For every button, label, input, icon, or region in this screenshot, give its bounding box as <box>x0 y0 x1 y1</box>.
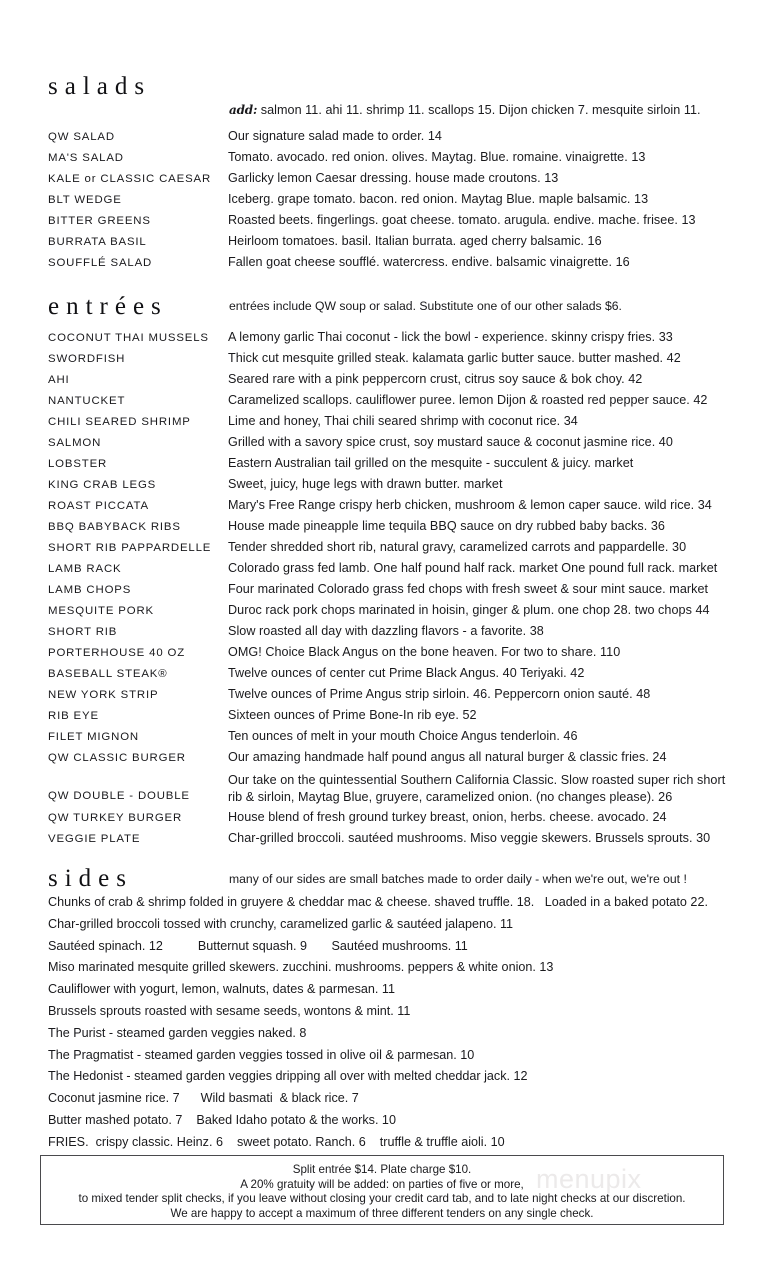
menu-item-name: NANTUCKET <box>48 395 126 407</box>
list-item[interactable]: The Pragmatist - steamed garden veggies tossed in olive oil & parmesan. 10 <box>48 1047 475 1062</box>
notice-line: A 20% gratuity will be added: on parties of five or more, <box>240 1177 524 1191</box>
menu-item-description: Twelve ounces of center cut Prime Black Angus. 40 Teriyaki. 42 <box>228 666 585 680</box>
menu-item-row[interactable] <box>48 541 728 562</box>
menu-item-description: Fallen goat cheese soufflé. watercress. endive. balsamic vinaigrette. 16 <box>228 255 630 269</box>
menu-item-description: Garlicky lemon Caesar dressing. house made croutons. 13 <box>228 171 559 185</box>
menu-item-row[interactable] <box>48 373 728 394</box>
menu-item-row[interactable] <box>48 331 728 352</box>
menu-item-description: A lemony garlic Thai coconut - lick the bowl - experience. skinny crispy fries. 33 <box>228 330 673 344</box>
menu-item-row[interactable] <box>48 352 728 373</box>
menu-item-name: LAMB RACK <box>48 563 122 575</box>
notice-line: We are happy to accept a maximum of three different tenders on any single check. <box>170 1206 594 1220</box>
menu-item-row[interactable] <box>48 151 720 172</box>
menu-item-description: Roasted beets. fingerlings. goat cheese. tomato. arugula. endive. mache. frisee. 13 <box>228 213 696 227</box>
menu-item-description: Ten ounces of melt in your mouth Choice Angus tenderloin. 46 <box>228 729 578 743</box>
menu-item-description: Caramelized scallops. cauliflower puree. lemon Dijon & roasted red pepper sauce. 42 <box>228 393 708 407</box>
menu-item-name: BURRATA BASIL <box>48 236 147 248</box>
list-item[interactable]: Brussels sprouts roasted with sesame seeds, wontons & mint. 11 <box>48 1003 411 1018</box>
menu-item-description: Slow roasted all day with dazzling flavors - a favorite. 38 <box>228 624 544 638</box>
menu-item-description: Twelve ounces of Prime Angus strip sirloin. 46. Peppercorn onion sauté. 48 <box>228 687 651 701</box>
menu-item-row[interactable] <box>48 478 728 499</box>
menu-item-description: Seared rare with a pink peppercorn crust, citrus soy sauce & bok choy. 42 <box>228 372 643 386</box>
menu-item-description: Our signature salad made to order. 14 <box>228 129 442 143</box>
policy-notice-box <box>40 1155 724 1225</box>
notice-line: Split entrée $14. Plate charge $10. <box>292 1163 472 1176</box>
menu-item-name: SHORT RIB PAPPARDELLE <box>48 542 212 554</box>
menu-item-description: Our amazing handmade half pound angus all natural burger & classic fries. 24 <box>228 750 667 764</box>
menu-item-name: KALE or CLASSIC CAESAR <box>48 173 212 185</box>
menu-item-description: OMG! Choice Black Angus on the bone heaven. For two to share. 110 <box>228 645 621 659</box>
section-heading-entrees: entrées <box>48 293 168 320</box>
menu-item-description: Sixteen ounces of Prime Bone-In rib eye. 52 <box>228 708 477 722</box>
menu-item-row[interactable] <box>48 394 728 415</box>
salads-add-ons-line <box>229 104 729 117</box>
menu-item-row[interactable] <box>48 193 720 214</box>
menu-item-name: AHI <box>48 374 70 386</box>
notice-line: to mixed tender split checks, if you leave without closing your credit card tab, and to late night checks at our discretion. <box>78 1192 686 1206</box>
list-item[interactable]: Char-grilled broccoli tossed with crunchy, caramelized garlic & sautéed jalapeno. 11 <box>48 916 514 931</box>
add-label: add: <box>229 103 258 117</box>
menu-item-name: QW DOUBLE - DOUBLE <box>48 790 190 802</box>
menu-item-name: PORTERHOUSE 40 OZ <box>48 647 186 659</box>
menu-item-row[interactable] <box>48 172 720 193</box>
menu-item-description: Duroc rack pork chops marinated in hoisin, ginger & plum. one chop 28. two chops 44 <box>228 603 710 617</box>
sides-item-list <box>48 896 738 1158</box>
menu-item-name: KING CRAB LEGS <box>48 479 157 491</box>
list-item[interactable]: The Purist - steamed garden veggies naked. 8 <box>48 1025 307 1040</box>
policy-notice-text <box>41 1156 723 1221</box>
menu-item-row[interactable] <box>48 436 728 457</box>
menu-item-description: Eastern Australian tail grilled on the mesquite - succulent & juicy. market <box>228 456 634 470</box>
menu-item-name: QW SALAD <box>48 131 115 143</box>
add-items-text: salmon 11. ahi 11. shrimp 11. scallops 15. Dijon chicken 7. mesquite sirloin 11. <box>257 103 701 117</box>
menu-item-name: RIB EYE <box>48 710 99 722</box>
menu-item-row[interactable] <box>48 130 720 151</box>
menu-item-name: LOBSTER <box>48 458 108 470</box>
list-item[interactable]: Coconut jasmine rice. 7 Wild basmati & black rice. 7 <box>48 1091 359 1106</box>
menu-item-row[interactable] <box>48 688 728 709</box>
section-heading-salads: salads <box>48 73 152 100</box>
menu-item-row[interactable] <box>48 772 728 811</box>
menu-item-name: FILET MIGNON <box>48 731 139 743</box>
menu-item-row[interactable] <box>48 604 728 625</box>
menu-item-row[interactable] <box>48 235 720 256</box>
menu-item-row[interactable] <box>48 811 728 832</box>
menu-item-description: Four marinated Colorado grass fed chops with fresh sweet & sour mint sauce. market <box>228 582 709 596</box>
menu-item-row[interactable] <box>48 832 728 853</box>
menu-item-name: COCONUT THAI MUSSELS <box>48 332 209 344</box>
menupix-watermark: menupix <box>536 1164 642 1194</box>
menu-item-description: House blend of fresh ground turkey breast, onion, herbs. cheese. avocado. 24 <box>228 810 667 824</box>
menu-item-name: BITTER GREENS <box>48 215 151 227</box>
menu-item-description: Iceberg. grape tomato. bacon. red onion. Maytag Blue. maple balsamic. 13 <box>228 192 649 206</box>
menu-item-row[interactable] <box>48 625 728 646</box>
menu-item-row[interactable] <box>48 667 728 688</box>
menu-item-name: SALMON <box>48 437 102 449</box>
menu-item-name: QW CLASSIC BURGER <box>48 752 186 764</box>
menu-item-row[interactable] <box>48 499 728 520</box>
menu-item-description: Mary's Free Range crispy herb chicken, mushroom & lemon caper sauce. wild rice. 34 <box>228 498 712 512</box>
sides-note: many of our sides are small batches made to order daily - when we're out, we're out ! <box>229 872 687 886</box>
menu-item-name: VEGGIE PLATE <box>48 833 141 845</box>
menu-item-name: MA'S SALAD <box>48 152 124 164</box>
menu-item-description: Thick cut mesquite grilled steak. kalamata garlic butter sauce. butter mashed. 42 <box>228 351 681 365</box>
menu-item-row[interactable] <box>48 520 728 541</box>
menu-item-name: NEW YORK STRIP <box>48 689 159 701</box>
entrees-item-list <box>48 331 728 853</box>
list-item[interactable]: Butter mashed potato. 7 Baked Idaho potato & the works. 10 <box>48 1112 396 1127</box>
section-heading-sides: sides <box>48 865 133 892</box>
menu-item-name: ROAST PICCATA <box>48 500 149 512</box>
menu-item-description: Grilled with a savory spice crust, soy mustard sauce & coconut jasmine rice. 40 <box>228 435 673 449</box>
menu-item-row[interactable] <box>48 415 728 436</box>
menu-item-row[interactable] <box>48 751 728 772</box>
menu-item-row[interactable] <box>48 709 728 730</box>
menu-item-description: Char-grilled broccoli. sautéed mushrooms. Miso veggie skewers. Brussels sprouts. 30 <box>228 831 711 845</box>
salads-item-list <box>48 130 720 277</box>
menu-item-row[interactable] <box>48 214 720 235</box>
menu-item-row[interactable] <box>48 457 728 478</box>
menu-item-description: Tender shredded short rib, natural gravy, caramelized carrots and pappardelle. 30 <box>228 540 687 554</box>
menu-item-row[interactable] <box>48 646 728 667</box>
menu-item-name: SWORDFISH <box>48 353 126 365</box>
menu-item-row[interactable] <box>48 256 720 277</box>
menu-item-description: Tomato. avocado. red onion. olives. Maytag. Blue. romaine. vinaigrette. 13 <box>228 150 646 164</box>
menu-item-name: SHORT RIB <box>48 626 118 638</box>
menu-item-name: SOUFFLÉ SALAD <box>48 257 153 269</box>
list-item[interactable]: Sautéed spinach. 12 Butternut squash. 9 Sautéed mushrooms. 11 <box>48 938 468 953</box>
menu-item-description: Colorado grass fed lamb. One half pound half rack. market One pound full rack. market <box>228 561 718 575</box>
menu-item-name: QW TURKEY BURGER <box>48 812 183 824</box>
list-item[interactable]: Cauliflower with yogurt, lemon, walnuts, dates & parmesan. 11 <box>48 982 395 997</box>
menu-item-row[interactable] <box>48 730 728 751</box>
menu-item-description: Our take on the quintessential Southern California Classic. Slow roasted super rich short rib & sirloin, Maytag Blue, gruyere, caramelized onion. (no changes please). 26 <box>228 773 726 805</box>
menu-item-name: BASEBALL STEAK® <box>48 668 168 680</box>
menu-item-description: Heirloom tomatoes. basil. Italian burrata. aged cherry balsamic. 16 <box>228 234 602 248</box>
list-item[interactable]: The Hedonist - steamed garden veggies dripping all over with melted cheddar jack. 12 <box>48 1069 528 1084</box>
menu-item-row[interactable] <box>48 562 728 583</box>
menu-item-description: Sweet, juicy, huge legs with drawn butter. market <box>228 477 503 491</box>
menu-item-name: BLT WEDGE <box>48 194 122 206</box>
menu-item-name: MESQUITE PORK <box>48 605 154 617</box>
menu-item-name: LAMB CHOPS <box>48 584 132 596</box>
menu-item-description: Lime and honey, Thai chili seared shrimp with coconut rice. 34 <box>228 414 578 428</box>
menu-item-row[interactable] <box>48 583 728 604</box>
list-item[interactable]: Chunks of crab & shrimp folded in gruyere & cheddar mac & cheese. shaved truffle. 18. Loaded in a baked potato 22. <box>48 895 708 909</box>
entrees-note: entrées include QW soup or salad. Substitute one of our other salads $6. <box>229 299 622 313</box>
list-item[interactable]: Miso marinated mesquite grilled skewers. zucchini. mushrooms. peppers & white onion. 13 <box>48 960 554 975</box>
menu-item-name: CHILI SEARED SHRIMP <box>48 416 191 428</box>
menu-item-description: House made pineapple lime tequila BBQ sauce on dry rubbed baby backs. 36 <box>228 519 665 533</box>
menu-item-name: BBQ BABYBACK RIBS <box>48 521 181 533</box>
list-item[interactable]: FRIES. crispy classic. Heinz. 6 sweet potato. Ranch. 6 truffle & truffle aioli. 10 <box>48 1134 505 1149</box>
